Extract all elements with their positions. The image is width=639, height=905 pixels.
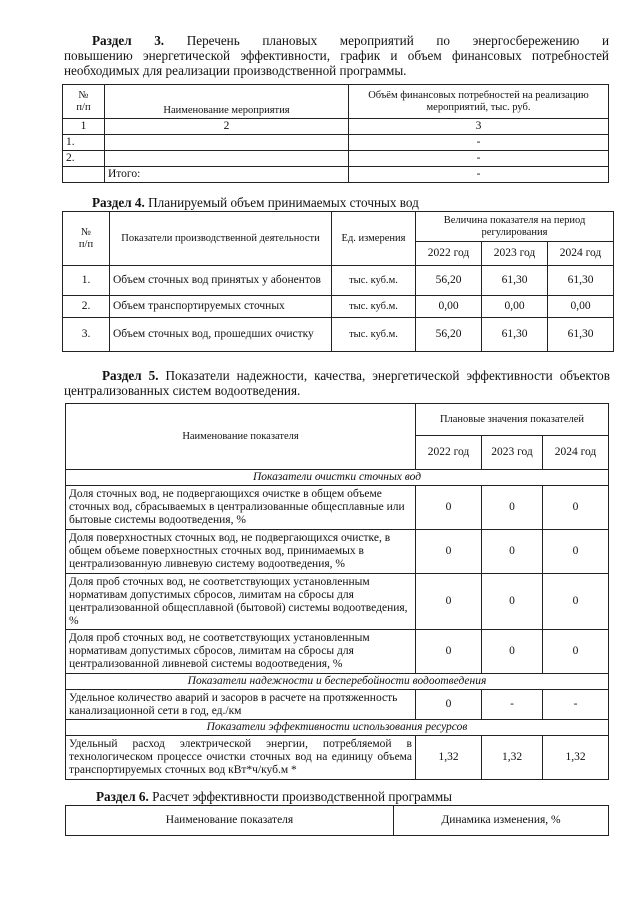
s4-row-value: 0,00 <box>548 296 614 318</box>
s5-row-value: 0 <box>416 630 482 674</box>
s6-header-name: Наименование показателя <box>66 806 394 836</box>
section-5-title-line1: Показатели надежности, качества, энергетической эффективности объектов <box>165 368 611 383</box>
s4-row-num: 2. <box>63 296 110 318</box>
s3-row-num: 2. <box>63 151 105 167</box>
s4-header-unit: Ед. измерения <box>332 212 416 266</box>
s4-year-header: 2022 год <box>416 242 482 266</box>
section-6-table <box>65 805 609 836</box>
s5-row-value: 1,32 <box>482 736 543 780</box>
s5-row-name: Доля поверхностных сточных вод, не подвергающихся очистке, в общем объеме поверхностных сточных вод, принимаемых в централизованную ливневую систему водоотведения, % <box>66 530 416 574</box>
table-row <box>63 167 609 183</box>
s3-header-cost: Объём финансовых потребностей на реализацию мероприятий, тыс. руб. <box>349 85 609 119</box>
table-row <box>66 486 609 530</box>
s5-row-name: Доля проб сточных вод, не соответствующих установленным нормативам допустимых сбросов, лимитам на сбросы для централизованной ливневой системы водоотведения, % <box>66 630 416 674</box>
s5-year-header: 2024 год <box>543 436 609 470</box>
s4-header-name: Показатели производственной деятельности <box>110 212 332 266</box>
s5-row-name: Удельное количество аварий и засоров в расчете на протяженность канализационной сети в год, ед./км <box>66 690 416 720</box>
s5-row-value: 0 <box>482 486 543 530</box>
table-row <box>63 318 614 352</box>
section-3-heading <box>64 33 609 78</box>
s5-year-header: 2022 год <box>416 436 482 470</box>
s4-row-unit: тыс. куб.м. <box>332 296 416 318</box>
s5-header-plan: Плановые значения показателей <box>416 404 609 436</box>
section-3-label: Раздел 3. <box>92 33 165 48</box>
s5-row-value: 0 <box>543 486 609 530</box>
s3-row-num <box>63 167 105 183</box>
s5-group-header: Показатели надежности и бесперебойности водоотведения <box>66 674 609 690</box>
s4-row-value: 0,00 <box>482 296 548 318</box>
s5-row-value: 0 <box>482 530 543 574</box>
section-5-heading <box>64 368 610 398</box>
s4-row-unit: тыс. куб.м. <box>332 318 416 352</box>
s5-row-value: 0 <box>416 530 482 574</box>
section-4-label: Раздел 4. <box>92 195 145 210</box>
s4-row-value: 61,30 <box>548 318 614 352</box>
table-row <box>66 630 609 674</box>
section-3-title-line2: повышению энергетической эффективности, график и объем финансовых потребностей <box>64 48 609 63</box>
s3-row-name <box>105 135 349 151</box>
table-row <box>66 736 609 780</box>
s4-row-num: 3. <box>63 318 110 352</box>
s4-year-header: 2023 год <box>482 242 548 266</box>
s5-row-value: - <box>482 690 543 720</box>
section-5-label: Раздел 5. <box>102 368 159 383</box>
s4-row-value: 0,00 <box>416 296 482 318</box>
s3-index-cell: 3 <box>349 119 609 135</box>
table-row <box>63 135 609 151</box>
section-5-table <box>65 403 609 780</box>
s4-year-header: 2024 год <box>548 242 614 266</box>
section-4-table <box>62 211 614 352</box>
table-row <box>63 266 614 296</box>
section-3-title-line3: необходимых для реализации производственной программы. <box>64 63 407 78</box>
s3-row-value: - <box>349 135 609 151</box>
s3-row-value: - <box>349 167 609 183</box>
s4-row-value: 61,30 <box>482 318 548 352</box>
table-row <box>63 296 614 318</box>
s4-row-value: 56,20 <box>416 318 482 352</box>
s5-row-name: Доля сточных вод, не подвергающихся очистке в общем объеме сточных вод, сбрасываемых в централизованные общесплавные или бытовые системы водоотведения, % <box>66 486 416 530</box>
table-row <box>63 151 609 167</box>
s4-header-num: № п/п <box>63 212 110 266</box>
s3-row-name <box>105 151 349 167</box>
s5-header-name: Наименование показателя <box>66 404 416 470</box>
s3-row-num: 1. <box>63 135 105 151</box>
s3-row-value: - <box>349 151 609 167</box>
s5-row-value: 0 <box>543 530 609 574</box>
section-4-title: Планируемый объем принимаемых сточных вод <box>148 195 419 210</box>
s3-index-row <box>63 119 609 135</box>
section-6-title: Расчет эффективности производственной программы <box>152 789 453 804</box>
s5-row-name: Удельный расход электрической энергии, потребляемой в технологическом процессе очистки сточных вод на единицу объема транспортируемых сточных вод кВт*ч/куб.м * <box>66 736 416 780</box>
s5-year-header: 2023 год <box>482 436 543 470</box>
section-3-title-line1: Перечень плановых мероприятий по энергосбережению и <box>186 33 610 48</box>
s5-row-value: 0 <box>543 574 609 630</box>
section-6-label: Раздел 6. <box>96 789 149 804</box>
s3-row-name: Итого: <box>105 167 349 183</box>
s4-row-name: Объем сточных вод принятых у абонентов <box>110 266 332 296</box>
s4-row-value: 56,20 <box>416 266 482 296</box>
s5-row-name: Доля проб сточных вод, не соответствующих установленным нормативам допустимых сбросов, лимитам на сбросы для централизованной общесплавной (бытовой) системы водоотведения, % <box>66 574 416 630</box>
s4-row-value: 61,30 <box>548 266 614 296</box>
s5-row-value: 1,32 <box>416 736 482 780</box>
s5-row-value: 0 <box>416 690 482 720</box>
section-3-table <box>62 84 609 183</box>
s4-row-num: 1. <box>63 266 110 296</box>
s3-index-cell: 2 <box>105 119 349 135</box>
s5-group-header: Показатели эффективности использования ресурсов <box>66 720 609 736</box>
s6-header-dynamics: Динамика изменения, % <box>394 806 609 836</box>
s4-row-value: 61,30 <box>482 266 548 296</box>
s5-row-value: 0 <box>543 630 609 674</box>
table-row <box>66 530 609 574</box>
s5-row-value: 1,32 <box>543 736 609 780</box>
table-row <box>66 574 609 630</box>
s4-row-name: Объем транспортируемых сточных <box>110 296 332 318</box>
s5-row-value: 0 <box>416 574 482 630</box>
section-6-heading <box>96 789 576 804</box>
s5-row-value: - <box>543 690 609 720</box>
s3-header-name: Наименование мероприятия <box>105 85 349 119</box>
s3-header-num: № п/п <box>63 85 105 119</box>
s3-index-cell: 1 <box>63 119 105 135</box>
s5-row-value: 0 <box>482 574 543 630</box>
s5-group-header: Показатели очистки сточных вод <box>66 470 609 486</box>
table-row <box>66 690 609 720</box>
s5-row-value: 0 <box>482 630 543 674</box>
section-4-heading <box>92 195 572 210</box>
s4-row-unit: тыс. куб.м. <box>332 266 416 296</box>
s4-row-name: Объем сточных вод, прошедших очистку <box>110 318 332 352</box>
s5-row-value: 0 <box>416 486 482 530</box>
s4-header-period: Величина показателя на период регулирования <box>416 212 614 242</box>
section-5-title-line2: централизованных систем водоотведения. <box>64 383 301 398</box>
